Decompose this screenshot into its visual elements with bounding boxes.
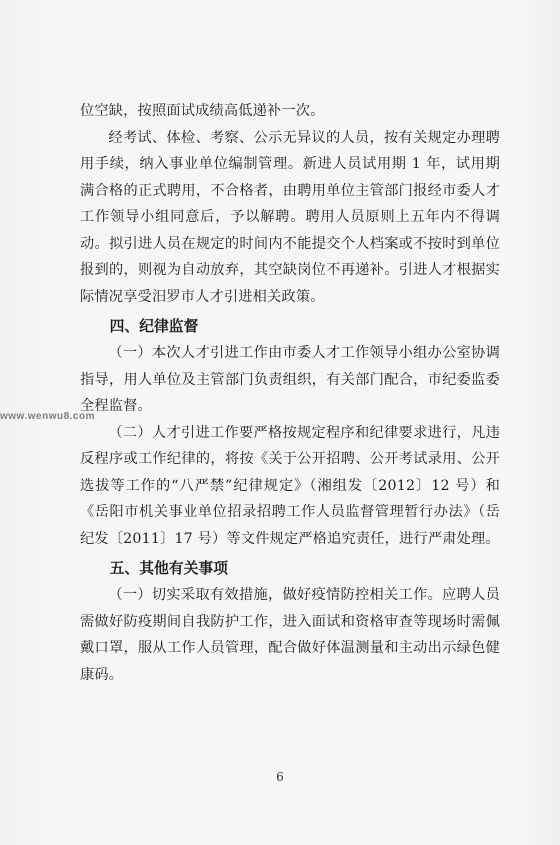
- paragraph-vacancy-fill: 位空缺，按照面试成绩高低递补一次。: [80, 103, 325, 119]
- paragraph-epidemic-prevention: （一）切实采取有效措施，做好疫情防控相关工作。应聘人员需做好防疫期间自我防护工作，进入面试和资格审查等现场时需佩戴口罩，服从工作人员管理，配合做好体温测量和主动出示绿色健康码。: [80, 587, 500, 683]
- paragraph-supervision-2: （二）人才引进工作要严格按规定程序和纪律要求进行，凡违反程序或工作纪律的，将按《关于公开招聘、公开考试录用、公开选拔等工作的“八严禁”纪律规定》（湘组发〔2012〕12 号）和《岳阳市机关事业单位招录招聘工作人员监督管理暂行办法》（岳纪发〔2011〕17 号）等文件规定严格追究责任，进行严肃处理。: [80, 424, 500, 547]
- site-watermark: www.wenwu8.com: [0, 411, 95, 422]
- heading-discipline-supervision: 四、纪律监督: [109, 318, 199, 335]
- heading-other-matters: 五、其他有关事项: [109, 560, 228, 577]
- document-body: [80, 98, 500, 688]
- page-number: 6: [276, 770, 284, 784]
- paragraph-employment-procedure: 经考试、体检、考察、公示无异议的人员，按有关规定办理聘用手续，纳入事业单位编制管理。新进人员试用期 1 年，试用期满合格的正式聘用，不合格者，由聘用单位主管部门报经市委人才工作领导小组同意后，予以解聘。聘用人员原则上五年内不得调动。拟引进人员在规定的时间内不能提交个人档案或不按时到单位报到的，则视为自动放弃，其空缺岗位不再递补。引进人才根据实际情况享受汨罗市人才引进相关政策。: [80, 129, 500, 305]
- paragraph-supervision-1: （一）本次人才引进工作由市委人才工作领导小组办公室协调指导，用人单位及主管部门负责组织，有关部门配合，市纪委监委全程监督。: [80, 345, 500, 414]
